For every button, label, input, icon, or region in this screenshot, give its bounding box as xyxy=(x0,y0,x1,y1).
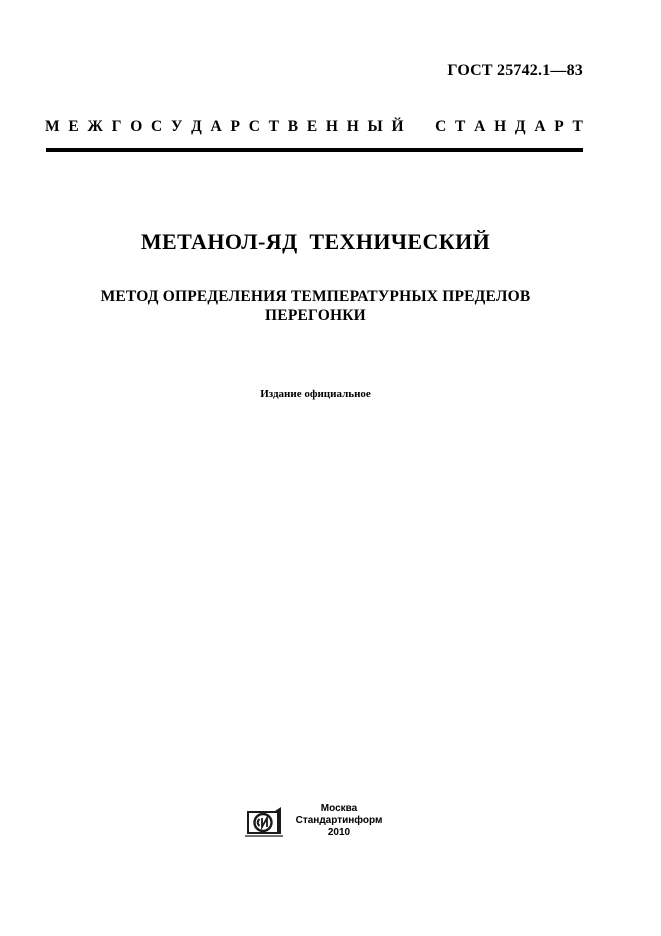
publisher-city: Москва xyxy=(320,803,358,814)
document-number: ГОСТ 25742.1—83 xyxy=(447,62,583,79)
publisher-name: Стандартинформ xyxy=(295,815,383,826)
edition-note: Издание официальное xyxy=(260,388,371,400)
main-title: МЕТАНОЛ-ЯД ТЕХНИЧЕСКИЙ xyxy=(140,229,491,254)
header-rule xyxy=(46,148,583,152)
subtitle-line-2: ПЕРЕГОНКИ xyxy=(265,307,366,324)
standard-type-heading: М Е Ж Г О С У Д А Р С Т В Е Н Н Ы Й С Т А Н Д А Р Т xyxy=(45,118,583,135)
subtitle-line-1: МЕТОД ОПРЕДЕЛЕНИЯ ТЕМПЕРАТУРНЫХ ПРЕДЕЛОВ xyxy=(100,288,531,305)
standartinform-logo-icon xyxy=(245,807,283,837)
publisher-year: 2010 xyxy=(327,827,351,838)
subtitle xyxy=(0,287,631,325)
publisher-info xyxy=(289,803,389,839)
